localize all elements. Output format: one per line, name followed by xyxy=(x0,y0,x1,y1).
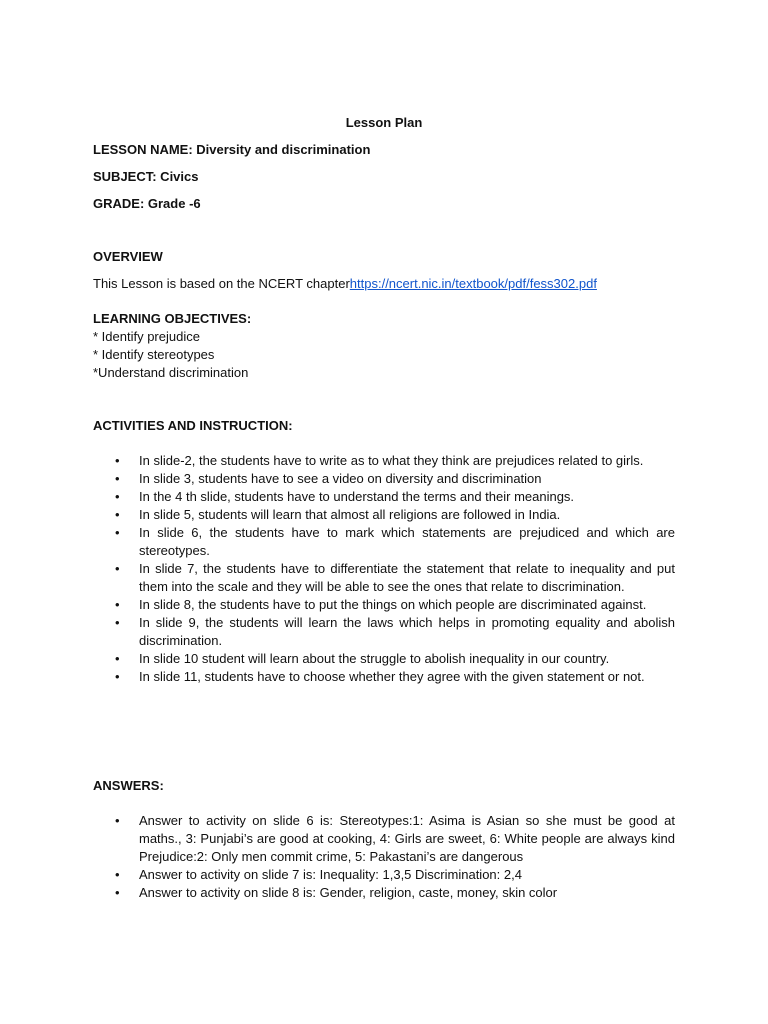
list-item: • In slide 11, students have to choose whether they agree with the given statement or not. xyxy=(93,668,675,686)
overview-description: This Lesson is based on the NCERT chapter xyxy=(93,276,350,291)
activities-heading: ACTIVITIES AND INSTRUCTION: xyxy=(93,418,293,433)
overview-text xyxy=(93,275,597,293)
list-item: • In slide 3, students have to see a video on diversity and discrimination xyxy=(93,470,675,488)
list-item: • Answer to activity on slide 7 is: Inequality: 1,3,5 Discrimination: 2,4 xyxy=(93,866,675,884)
list-item: • In slide 10 student will learn about the struggle to abolish inequality in our country. xyxy=(93,650,675,668)
grade: GRADE: Grade -6 xyxy=(93,196,201,211)
answers-list xyxy=(93,812,675,902)
answers-heading: ANSWERS: xyxy=(93,778,164,793)
list-item: • Answer to activity on slide 8 is: Gender, religion, caste, money, skin color xyxy=(93,884,675,902)
list-item: • In slide 5, students will learn that almost all religions are followed in India. xyxy=(93,506,675,524)
overview-heading: OVERVIEW xyxy=(93,249,163,264)
objective-item: * Identify stereotypes xyxy=(93,347,215,362)
list-item: • In slide-2, the students have to write as to what they think are prejudices related to girls. xyxy=(93,452,675,470)
list-item: • In the 4 th slide, students have to understand the terms and their meanings. xyxy=(93,488,675,506)
list-item: • In slide 7, the students have to differentiate the statement that relate to inequality and put them into the scale and they will be able to see the ones that relate to discrimination. xyxy=(93,560,675,596)
lesson-name: LESSON NAME: Diversity and discrimination xyxy=(93,142,371,157)
learning-objectives-heading: LEARNING OBJECTIVES: xyxy=(93,311,252,326)
objective-item: * Identify prejudice xyxy=(93,329,200,344)
objective-item: *Understand discrimination xyxy=(93,365,249,380)
activities-list xyxy=(93,452,675,686)
list-item: • In slide 9, the students will learn the laws which helps in promoting equality and abolish discrimination. xyxy=(93,614,675,650)
subject: SUBJECT: Civics xyxy=(93,169,199,184)
list-item: • In slide 6, the students have to mark which statements are prejudiced and which are stereotypes. xyxy=(93,524,675,560)
list-item: • In slide 8, the students have to put the things on which people are discriminated against. xyxy=(93,596,675,614)
list-item: • Answer to activity on slide 6 is: Stereotypes:1: Asima is Asian so she must be good at maths., 3: Punjabi’s are good at cooking, 4: Girls are sweet, 6: White people are always kind Prejudice:2: Only men commit crime, 5: Pakastani’s are dangerous xyxy=(93,812,675,866)
ncert-chapter-link[interactable]: https://ncert.nic.in/textbook/pdf/fess302.pdf xyxy=(349,276,597,291)
page-title: Lesson Plan xyxy=(345,115,423,130)
